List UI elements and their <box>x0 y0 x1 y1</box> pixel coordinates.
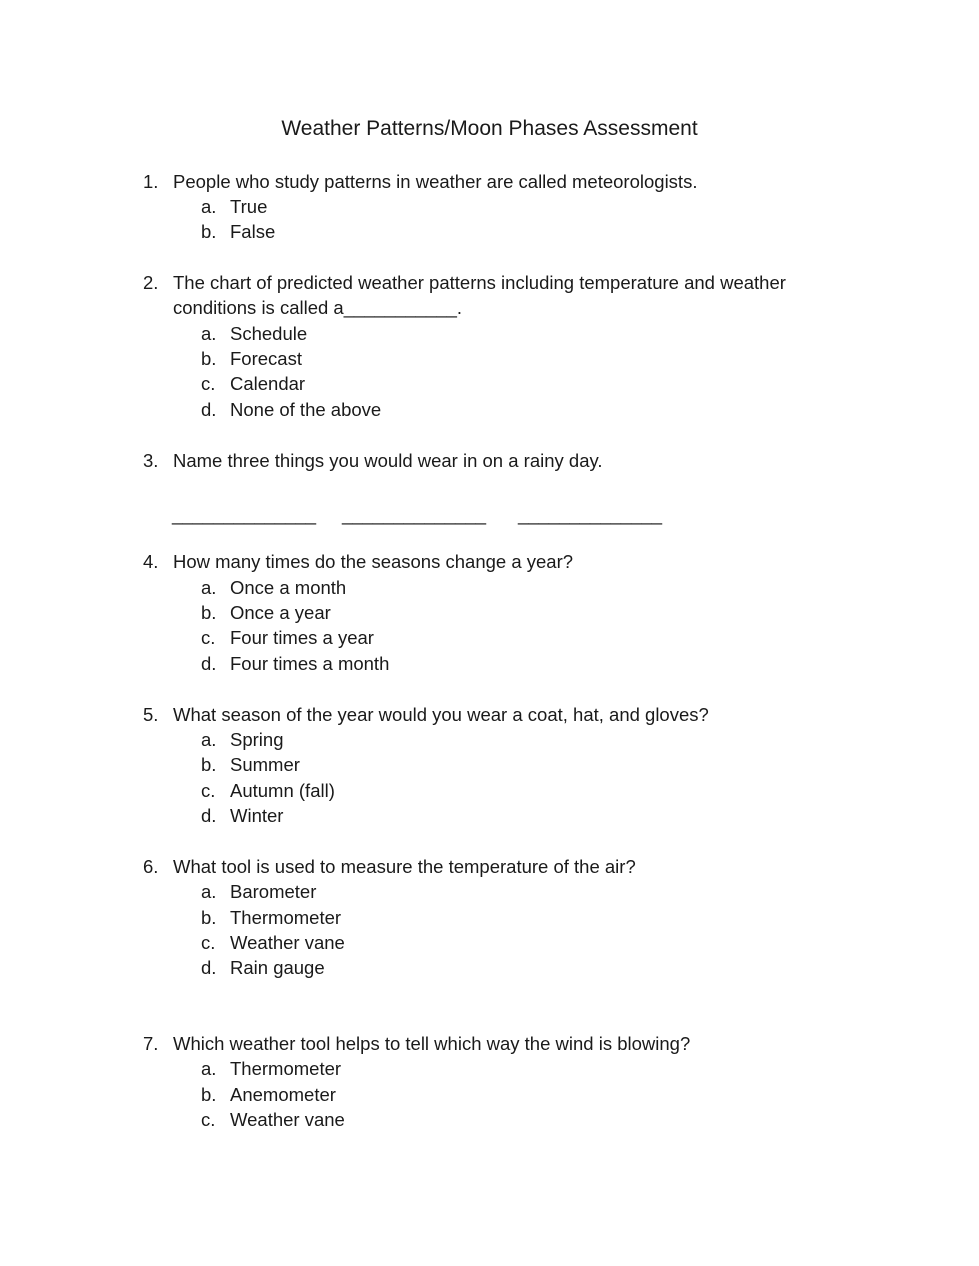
option-letter: b. <box>201 907 217 928</box>
question-text: How many times do the seasons change a year? <box>173 551 574 572</box>
option-letter: d. <box>201 805 217 826</box>
option-text: Once a year <box>230 602 331 623</box>
option-letter: a. <box>201 196 217 217</box>
option-text: Four times a month <box>230 653 390 674</box>
option-letter: c. <box>201 627 216 648</box>
option-text: Thermometer <box>230 907 342 928</box>
option-text: Winter <box>230 805 284 826</box>
option-letter: c. <box>201 780 216 801</box>
option-letter: b. <box>201 221 217 242</box>
question-text-continued: conditions is called a___________. <box>173 297 463 318</box>
option-letter: b. <box>201 754 217 775</box>
question-text: What tool is used to measure the temperature of the air? <box>173 856 636 877</box>
option-letter: a. <box>201 577 217 598</box>
option-letter: b. <box>201 348 217 369</box>
option-letter: b. <box>201 602 217 623</box>
option-letter: d. <box>201 957 217 978</box>
option-text: Calendar <box>230 373 306 394</box>
option-text: Spring <box>230 729 284 750</box>
option-text: Summer <box>230 754 300 775</box>
question-text: Which weather tool helps to tell which way the wind is blowing? <box>173 1033 691 1054</box>
option-text: False <box>230 221 276 242</box>
answer-blank-2: ______________ <box>342 504 487 525</box>
question-text: People who study patterns in weather are called meteorologists. <box>173 171 698 192</box>
option-text: True <box>230 196 268 217</box>
option-text: Weather vane <box>230 1109 345 1130</box>
answer-blank-3: ______________ <box>518 504 663 525</box>
question-text: The chart of predicted weather patterns including temperature and weather <box>173 272 786 293</box>
question-text: Name three things you would wear in on a rainy day. <box>173 450 603 471</box>
option-text: Weather vane <box>230 932 345 953</box>
page-title: Weather Patterns/Moon Phases Assessment <box>281 117 698 140</box>
option-letter: a. <box>201 323 217 344</box>
option-text: Schedule <box>230 323 308 344</box>
option-text: Anemometer <box>230 1084 336 1105</box>
option-text: None of the above <box>230 399 382 420</box>
question-number: 7. <box>143 1033 159 1054</box>
option-letter: d. <box>201 653 217 674</box>
question-text: What season of the year would you wear a coat, hat, and gloves? <box>173 704 709 725</box>
question-number: 5. <box>143 704 159 725</box>
option-letter: a. <box>201 729 217 750</box>
question-number: 6. <box>143 856 159 877</box>
option-letter: c. <box>201 373 216 394</box>
question-number: 3. <box>143 450 159 471</box>
option-text: Autumn (fall) <box>230 780 335 801</box>
option-text: Rain gauge <box>230 957 325 978</box>
option-letter: d. <box>201 399 217 420</box>
option-text: Barometer <box>230 881 317 902</box>
question-number: 2. <box>143 272 159 293</box>
answer-blank-1: ______________ <box>172 504 317 525</box>
option-letter: c. <box>201 1109 216 1130</box>
option-letter: c. <box>201 932 216 953</box>
option-text: Thermometer <box>230 1058 342 1079</box>
option-letter: b. <box>201 1084 217 1105</box>
option-text: Four times a year <box>230 627 374 648</box>
option-text: Once a month <box>230 577 347 598</box>
option-letter: a. <box>201 1058 217 1079</box>
question-number: 4. <box>143 551 159 572</box>
option-letter: a. <box>201 881 217 902</box>
option-text: Forecast <box>230 348 302 369</box>
question-number: 1. <box>143 171 159 192</box>
